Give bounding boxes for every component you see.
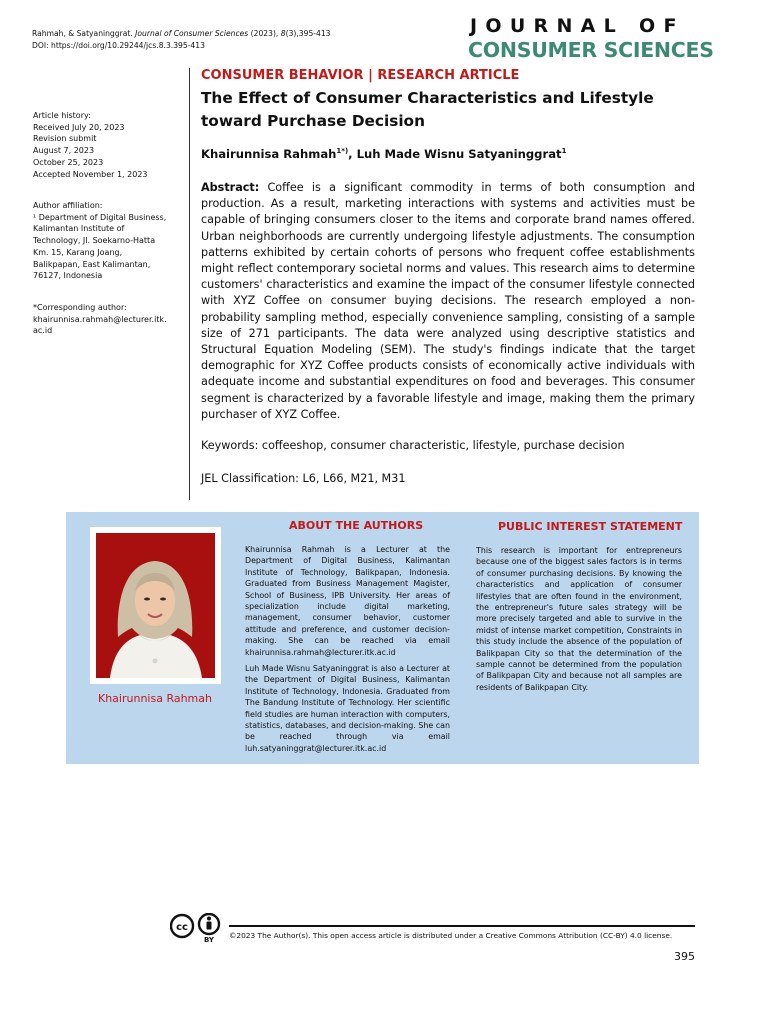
author-portrait-illustration	[96, 533, 215, 678]
article-title: The Effect of Consumer Characteristics and Lifestyle toward Purchase Decision	[201, 89, 654, 130]
journal-name: Journal of Consumer Sciences	[135, 29, 249, 38]
about-author-1: Khairunnisa Rahmah is a Lecturer at the Department of Digital Business, Kalimantan Institute of Technology, Balikpapan, Indonesia. Graduated from Business Management Magister, School of Business, IPB University. Her areas of specialization include digital marketing, management, consumer behavior, customer attitude and preference, and customer decision-making. She can be reached via email khairunnisa.rahmah@lecturer.itk.ac.id	[245, 545, 450, 657]
by-icon-label: BY	[203, 936, 215, 943]
author-photo	[96, 533, 215, 678]
author-line: Khairunnisa Rahmah$^{1*)}$, Luh Made Wisnu Satyaninggrat$^1$	[201, 147, 567, 161]
cc-icon-label: cc	[176, 922, 188, 933]
footer-rule	[229, 925, 695, 927]
abstract-label: Abstract:	[201, 181, 260, 194]
page-number: 395	[674, 950, 695, 963]
column-divider	[189, 68, 190, 500]
about-authors-heading: ABOUT THE AUTHORS	[289, 519, 424, 532]
corresponding-email[interactable]: khairunnisa.rahmah@lecturer.itk.	[33, 314, 167, 324]
citation-line: Rahmah, & Satyaninggrat. Journal of Consumer Sciences (2023), 8(3),395-413	[32, 29, 331, 38]
cc-by-license-icon	[170, 913, 226, 943]
public-interest-text: This research is important for entrepreneurs because one of the biggest sales factors is in terms of consumer purchasing decisions. By knowing the characteristics and application of consumer lifestyles that are often found in the environment, the entrepreneur's future sales strategy will be more precisely targeted and able to survive in the midst of intense market competition, Constraints in this study include the absence of the population of Balikpapan City so that the determination of the sample cannot be determined from the population of Balikpapan City and because not all samples are residents of Balikpapan City.	[476, 546, 682, 692]
abstract-text: Coffee is a significant commodity in terms of both consumption and production. As a result, marketing interactions with systems and activities must be capable of bringing consumers closer to the items and corporate brand names offered. Urban neighborhoods are currently undergoing lifestyle adjustments. The consumption patterns exhibited by certain cohorts of persons who frequent coffee establishments might reflect contemporary societal norms and values. This research aims to determine customers' characteristics and examine the impact of the consumer lifestyle connected with XYZ Coffee on consumer buying decisions. The research employed a non-probability sampling method, especially convenience sampling, consisting of a sample size of 271 participants. The data were analyzed using descriptive statistics and Structural Equation Modeling (SEM). The study's findings indicate that the target demographic for XYZ Coffee products consists of economically active individuals with adequate income and substantial expenditures on food and beverages. This consumer segment is characterized by a favorable lifestyle and image, making them the primary purchaser of XYZ Coffee.	[201, 181, 695, 421]
journal-logo-line1: JOURNAL OF	[470, 15, 685, 37]
section-label: CONSUMER BEHAVIOR | RESEARCH ARTICLE	[201, 68, 520, 83]
abstract	[201, 180, 695, 423]
jel-classification: JEL Classification: L6, L66, M21, M31	[201, 472, 406, 485]
keywords: Keywords: coffeeshop, consumer characteristic, lifestyle, purchase decision	[201, 439, 625, 452]
about-author-2: Luh Made Wisnu Satyaninggrat is also a Lecturer at the Department of Digital Business, Kalimantan Institute of Technology, Indonesia. Graduated from The Bandung Institute of Technology. Her scientific field studies are human interaction with computers, statistics, databases, and decision-making. She can be reached through via email luh.satyaninggrat@lecturer.itk.ac.id	[245, 664, 450, 753]
article-history: Article history: Received July 20, 2023 Revision submit August 7, 2023 October 25, 2023 Accepted November 1, 2023	[33, 111, 148, 179]
author-affiliation: Author affiliation: ¹ Department of Digital Business, Kalimantan Institute of Technology, Jl. Soekarno-Hatta Km. 15, Karang Joang, Balikpapan, East Kalimantan, 76127, Indonesia	[33, 201, 167, 281]
public-interest-heading: PUBLIC INTEREST STATEMENT	[498, 520, 683, 533]
volume: 8	[280, 29, 286, 38]
photo-caption: Khairunnisa Rahmah	[98, 692, 212, 705]
license-text: ©2023 The Author(s). This open access article is distributed under a Creative Commons Attribution (CC-BY) 4.0 license.	[229, 931, 673, 940]
corresponding-author: *Corresponding author: khairunnisa.rahmah@lecturer.itk. ac.id	[33, 302, 178, 337]
journal-logo-line2: CONSUMER SCIENCES	[468, 38, 714, 62]
citation-block	[32, 28, 331, 52]
doi-link[interactable]: DOI: https://doi.org/10.29244/jcs.8.3.395-413	[32, 41, 205, 50]
